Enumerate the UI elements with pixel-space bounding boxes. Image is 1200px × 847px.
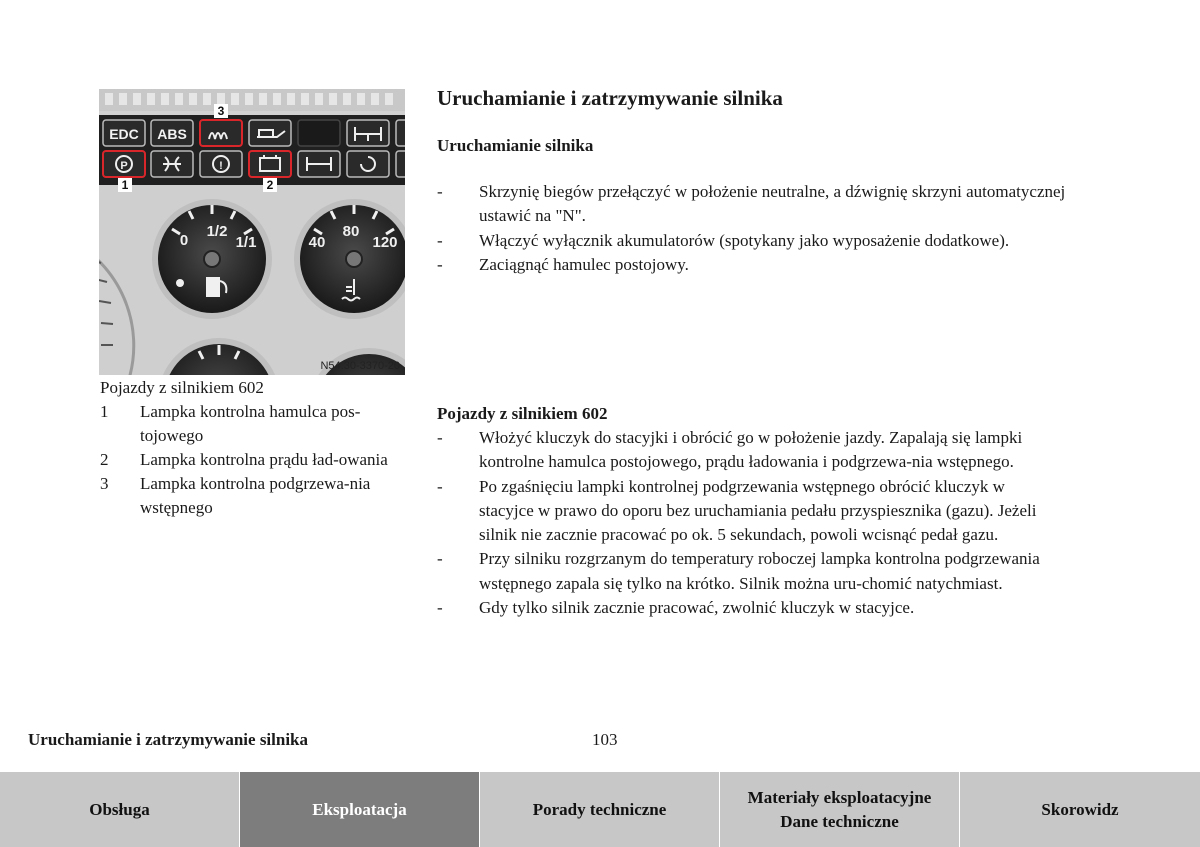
fuel-gauge-mid: 1/2 [206,223,228,240]
nav-tab-obsluga[interactable] [0,772,240,847]
engine-602-steps-list [437,426,1057,620]
section-heading-starting: Uruchamianie silnika [437,136,594,155]
figure-code: N54.30-3370-20 [320,360,400,372]
svg-text:!: ! [219,160,223,172]
nav-tab-label: Porady techniczne [532,799,667,819]
caption-item-number: 2 [100,450,109,469]
list-item-text: Po zgaśnięciu lampki kontrolnej podgrzewania wstępnego obrócić kluczyk w stacyjce w prawo do oporu bez uruchamiania pedału przyspiesznika (gazu). Jeżeli silnik nie zacznie pracować po ok. 5 sekundach, powoli wcisnąć pedał gazu. [479,476,1037,545]
list-item-text: Przy silniku rozgrzanym do temperatury roboczej lampka kontrolna podgrzewania wstępnego zapala się tylko na krótko. Silnik można uru-chomić natychmiast. [479,549,1040,593]
fuel-gauge-max: 1/1 [235,234,257,251]
caption-item-text: Lampka kontrolna podgrzewa-nia wstępnego [140,474,371,517]
nav-tab-porady-techniczne[interactable] [480,772,720,847]
caption-item [100,400,420,448]
caption-item-text: Lampka kontrolna prądu ład-owania [140,450,388,469]
temp-gauge-max: 120 [372,234,398,251]
temp-gauge-min: 40 [308,234,326,251]
nav-tab-materialy-dane[interactable] [720,772,960,847]
fuel-gauge-min: 0 [179,232,189,249]
list-item-text: Skrzynię biegów przełączyć w położenie neutralne, a dźwignię skrzyni automatycznej ustawić na "N". [479,182,1066,226]
bottom-navigation [0,772,1200,847]
section-heading-engine-602: Pojazdy z silnikiem 602 [437,404,608,423]
page-title: Uruchamianie i zatrzymywanie silnika [437,86,783,110]
caption-item [100,472,420,520]
caption-item-text: Lampka kontrolna hamulca pos-tojowego [140,402,361,445]
nav-tab-label-line2: Dane techniczne [780,811,899,831]
callout-2: 2 [263,178,277,192]
instrument-cluster-illustration [99,89,405,375]
list-item: - Przy silniku rozgrzanym do temperatury roboczej lampka kontrolna podgrzewania wstępnego zapala się tylko na krótko. Silnik można uru-chomić natychmiast. [437,547,1057,596]
list-item-text: Włożyć kluczyk do stacyjki i obrócić go w położenie jazdy. Zapalają się lampki kontrolne hamulca postojowego, prądu ładowania i podgrzewa-nia wstępnego. [479,428,1023,472]
callout-3: 3 [214,104,228,118]
starting-steps-list [437,180,1067,277]
temp-gauge-mid: 80 [342,223,360,240]
nav-tab-label-line1: Materiały eksploatacyjne [747,787,932,807]
nav-tab-label: Eksploatacja [312,799,407,819]
caption-item-number: 1 [100,402,109,421]
instrument-cluster-figure [99,89,405,375]
list-item: - Gdy tylko silnik zacznie pracować, zwolnić kluczyk w stacyjce. [437,596,1057,620]
list-item: - Skrzynię biegów przełączyć w położenie neutralne, a dźwignię skrzyni automatycznej ustawić na "N". [437,180,1067,229]
caption-item [100,448,420,472]
callout-1: 1 [118,178,132,192]
svg-text:P: P [120,160,128,172]
list-item-text: Gdy tylko silnik zacznie pracować, zwolnić kluczyk w stacyjce. [479,598,915,618]
nav-tab-label: Obsługa [89,799,150,819]
abs-lamp-label: ABS [157,126,187,142]
caption-item-number: 3 [100,474,109,493]
footer-section-title: Uruchamianie i zatrzymywanie silnika [28,730,309,749]
list-item-text: Włączyć wyłącznik akumulatorów (spotykany jako wyposażenie dodatkowe). [479,230,1010,250]
list-item: - Po zgaśnięciu lampki kontrolnej podgrzewania wstępnego obrócić kluczyk w stacyjce w prawo do oporu bez uruchamiania pedału przyspiesznika (gazu). Jeżeli silnik nie zacznie pracować po ok. 5 sekundach, powoli wcisnąć pedał gazu. [437,475,1057,548]
nav-tab-eksploatacja[interactable] [240,772,480,847]
list-item: - Włączyć wyłącznik akumulatorów (spotykany jako wyposażenie dodatkowe). [437,229,1067,253]
list-item: - Zaciągnąć hamulec postojowy. [437,253,1067,277]
caption-title: Pojazdy z silnikiem 602 [100,378,264,397]
nav-tab-label: Skorowidz [1041,799,1119,819]
edc-lamp-label: EDC [109,126,139,142]
list-item-text: Zaciągnąć hamulec postojowy. [479,254,689,274]
nav-tab-skorowidz[interactable] [960,772,1200,847]
figure-caption [100,376,420,520]
page-number: 103 [592,730,618,749]
list-item: - Włożyć kluczyk do stacyjki i obrócić go w położenie jazdy. Zapalają się lampki kontrolne hamulca postojowego, prądu ładowania i podgrzewa-nia wstępnego. [437,426,1057,475]
